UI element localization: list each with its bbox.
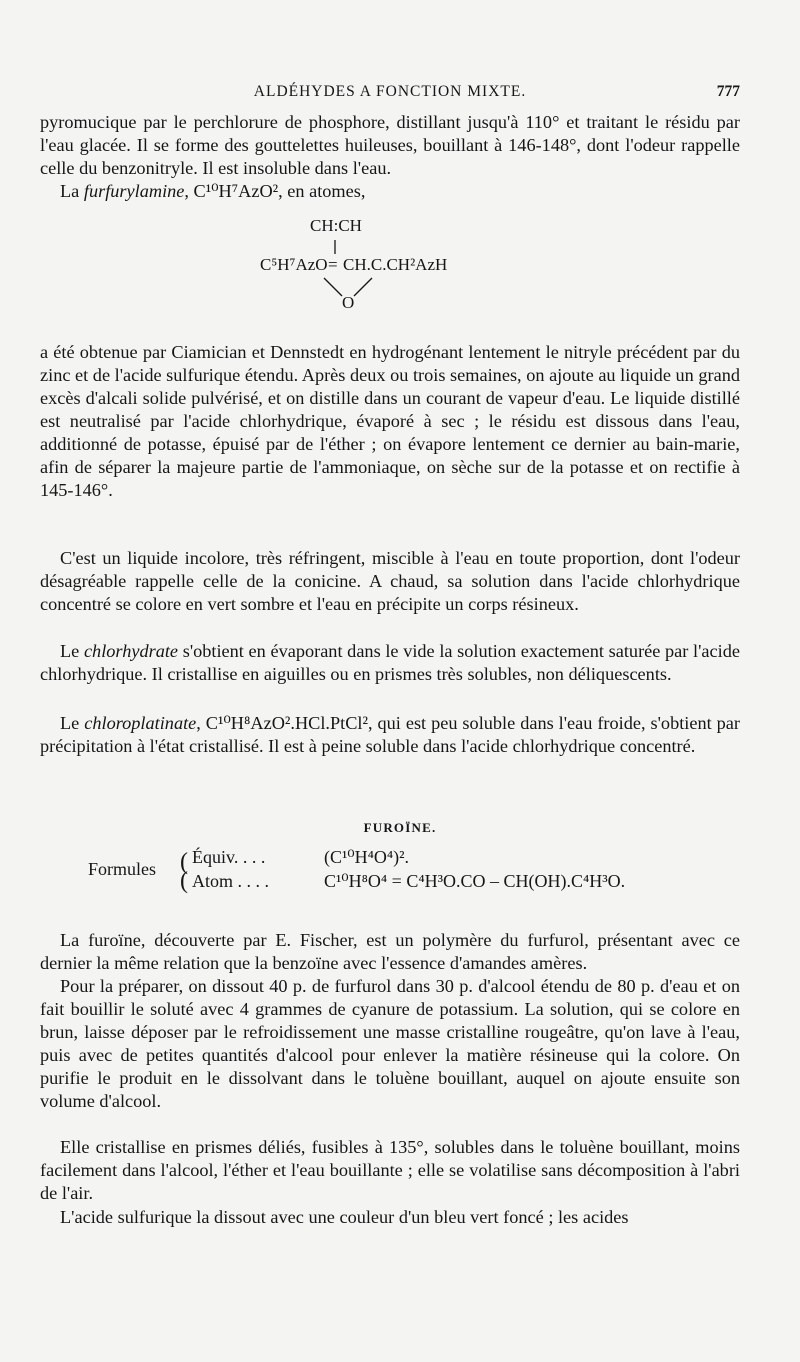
furfurylamine-paragraph: a été obtenue par Ciamician et Dennstedt en hydrogénant lentement le nitryle précédent par du zinc et de l'acide sulfurique étendu. Après deux ou trois semaines, on ajoute au liquide un grand excès d'alcali solide pulvérisé, et on distille dans un courant de vapeur d'eau. Le liquide distillé est neutralisé par l'acide chlorhydrique, évaporé à sec ; le résidu est dissous dans l'eau, additionné de potasse, épuisé par de l'éther ; on évapore lentement ce dernier au bain-marie, afin de séparer la majeure partie de l'ammoniaque, on sèche sur de la potasse et on rectifie à 145-146°. — [40, 342, 740, 500]
page-header — [40, 83, 740, 107]
section-title: FUROÏNE. — [363, 820, 437, 835]
furfurylamine-heading: La furfurylamine, C¹⁰H⁷AzO², en atomes, — [60, 181, 366, 201]
description-paragraph: C'est un liquide incolore, très réfringent, miscible à l'eau en toute proportion, dont l'odeur désagréable rappelle celle de la conicine. A chaud, sa solution dans l'acide chlorhydrique concentré se colore en vert sombre et l'eau en précipite un corps résineux. — [40, 548, 740, 614]
page-number: 777 — [716, 83, 740, 100]
structure-left: C⁵H⁷AzO — [260, 255, 328, 274]
furoine-paragraph-3: Elle cristallise en prismes déliés, fusibles à 135°, solubles dans le toluène bouillant, moins facilement dans l'alcool, l'éther et l'eau bouillante ; elle se volatilise sans décomposition à l'abri de l'air. — [40, 1137, 740, 1203]
intro-paragraph: pyromucique par le perchlorure de phosphore, distillant jusqu'à 110° et traitant le résidu par l'eau glacée. Il se forme des gouttelettes huileuses, bouillant à 146-148°, dont l'odeur rappelle celle du benzonitryle. Il est insoluble dans l'eau. — [40, 112, 740, 178]
atom-value: C¹⁰H⁸O⁴ = C⁴H³O.CO – CH(OH).C⁴H³O. — [324, 871, 626, 891]
formula-block: Formules ( ( Équiv. . . . (C¹⁰H⁴O⁴)². Atom . . . . C¹⁰H⁸O⁴ = C⁴H³O.CO – CH(OH).C⁴H³O. — [88, 847, 626, 894]
structural-formula: CH:CH C⁵H⁷AzO = CH.C.CH²AzH O — [260, 216, 490, 306]
structure-top: CH:CH — [310, 216, 362, 235]
structure-bottom: O — [342, 293, 355, 312]
compound-name: chloroplatinate — [84, 713, 197, 733]
furoine-paragraph-1: La furoïne, découverte par E. Fischer, est un polymère du furfurol, présentant avec ce dernier la même relation que la benzoïne avec l'essence d'amandes amères. — [40, 930, 740, 973]
chloroplatinate-paragraph: Le chloroplatinate, C¹⁰H⁸AzO².HCl.PtCl², qui est peu soluble dans l'eau froide, s'obtient par précipitation à l'état cristallisé. Il est à peine soluble dans l'acide chlorhydrique concentré. — [40, 713, 740, 756]
equiv-value: (C¹⁰H⁴O⁴)². — [324, 847, 410, 867]
furoine-paragraph-2: Pour la préparer, on dissout 40 p. de furfurol dans 30 p. d'alcool étendu de 80 p. d'eau et on fait bouillir le soluté avec 4 grammes de cyanure de potassium. La solution, qui se colore en brun, laisse déposer par le refroidissement une masse cristalline rougeâtre, qu'on lave à l'eau, puis avec de petites quantités d'alcool pour enlever la matière résineuse qui la colore. On purifie le produit en le dissolvant dans le toluène bouillant, auquel on ajoute ensuite son volume d'alcool. — [40, 976, 740, 1111]
structure-right: CH.C.CH²AzH — [343, 255, 448, 274]
equiv-label: Équiv. . . . — [192, 847, 266, 867]
compound-name: furfurylamine — [83, 181, 185, 201]
furoine-paragraph-4: L'acide sulfurique la dissout avec une couleur d'un bleu vert foncé ; les acides — [60, 1207, 629, 1227]
running-head: ALDÉHYDES A FONCTION MIXTE. — [253, 83, 527, 100]
formulas-label: Formules — [88, 859, 157, 879]
compound-name: chlorhydrate — [83, 641, 179, 661]
atom-label: Atom . . . . — [192, 871, 270, 891]
chlorhydrate-paragraph: Le chlorhydrate s'obtient en évaporant dans le vide la solution exactement saturée par l'acide chlorhydrique. Il cristallise en aiguilles ou en prismes très solubles, non déliquescents. — [40, 641, 740, 684]
